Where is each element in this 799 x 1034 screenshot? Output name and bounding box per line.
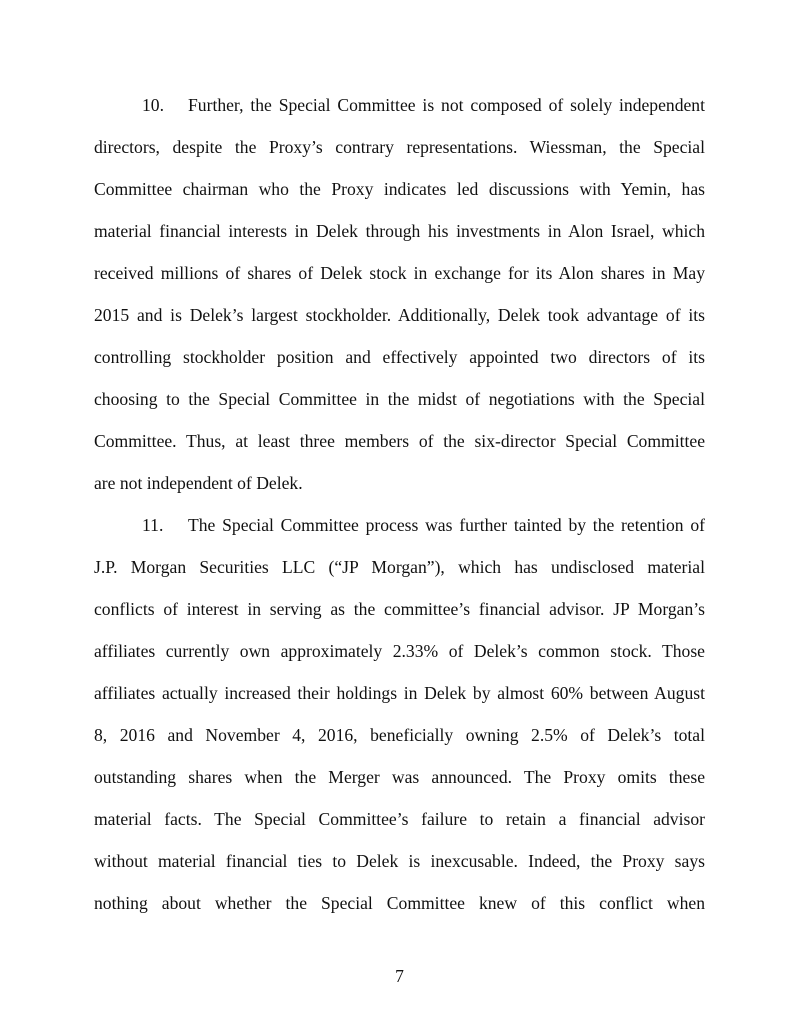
paragraph-line: Committee. Thus, at least three members of the six-director Special Committee bbox=[94, 431, 705, 451]
paragraph-line: Committee chairman who the Proxy indicates led discussions with Yemin, has bbox=[94, 179, 705, 199]
paragraph-line: nothing about whether the Special Committee knew of this conflict when bbox=[94, 893, 705, 913]
paragraph-line: are not independent of Delek. bbox=[94, 473, 303, 493]
paragraph-line: choosing to the Special Committee in the midst of negotiations with the Special bbox=[94, 389, 705, 409]
paragraph-line: affiliates actually increased their holdings in Delek by almost 60% between August bbox=[94, 683, 705, 703]
paragraph-line: material facts. The Special Committee’s failure to retain a financial advisor bbox=[94, 809, 705, 829]
paragraph-line: directors, despite the Proxy’s contrary representations. Wiessman, the Special bbox=[94, 137, 705, 157]
paragraph-line bbox=[94, 504, 705, 546]
paragraph-line: without material financial ties to Delek is inexcusable. Indeed, the Proxy says bbox=[94, 851, 705, 871]
paragraph-line: J.P. Morgan Securities LLC (“JP Morgan”), which has undisclosed material bbox=[94, 557, 705, 577]
paragraph-text: The Special Committee process was further tainted by the retention of bbox=[188, 515, 705, 535]
paragraph-10 bbox=[94, 84, 705, 504]
paragraph-line bbox=[94, 84, 705, 126]
paragraph-line: outstanding shares when the Merger was announced. The Proxy omits these bbox=[94, 767, 705, 787]
paragraph-line: affiliates currently own approximately 2.33% of Delek’s common stock. Those bbox=[94, 641, 705, 661]
paragraph-number: 10. bbox=[142, 95, 164, 115]
paragraph-number: 11. bbox=[142, 515, 164, 535]
page-number: 7 bbox=[395, 966, 404, 986]
paragraph-line: 2015 and is Delek’s largest stockholder. Additionally, Delek took advantage of its bbox=[94, 305, 705, 325]
paragraph-11 bbox=[94, 504, 705, 924]
paragraph-text: Further, the Special Committee is not composed of solely independent bbox=[188, 95, 705, 115]
paragraph-line: conflicts of interest in serving as the committee’s financial advisor. JP Morgan’s bbox=[94, 599, 705, 619]
paragraph-line: received millions of shares of Delek stock in exchange for its Alon shares in May bbox=[94, 263, 705, 283]
paragraph-line: controlling stockholder position and effectively appointed two directors of its bbox=[94, 347, 705, 367]
paragraph-line: 8, 2016 and November 4, 2016, beneficially owning 2.5% of Delek’s total bbox=[94, 725, 705, 745]
paragraph-line: material financial interests in Delek through his investments in Alon Israel, which bbox=[94, 221, 705, 241]
